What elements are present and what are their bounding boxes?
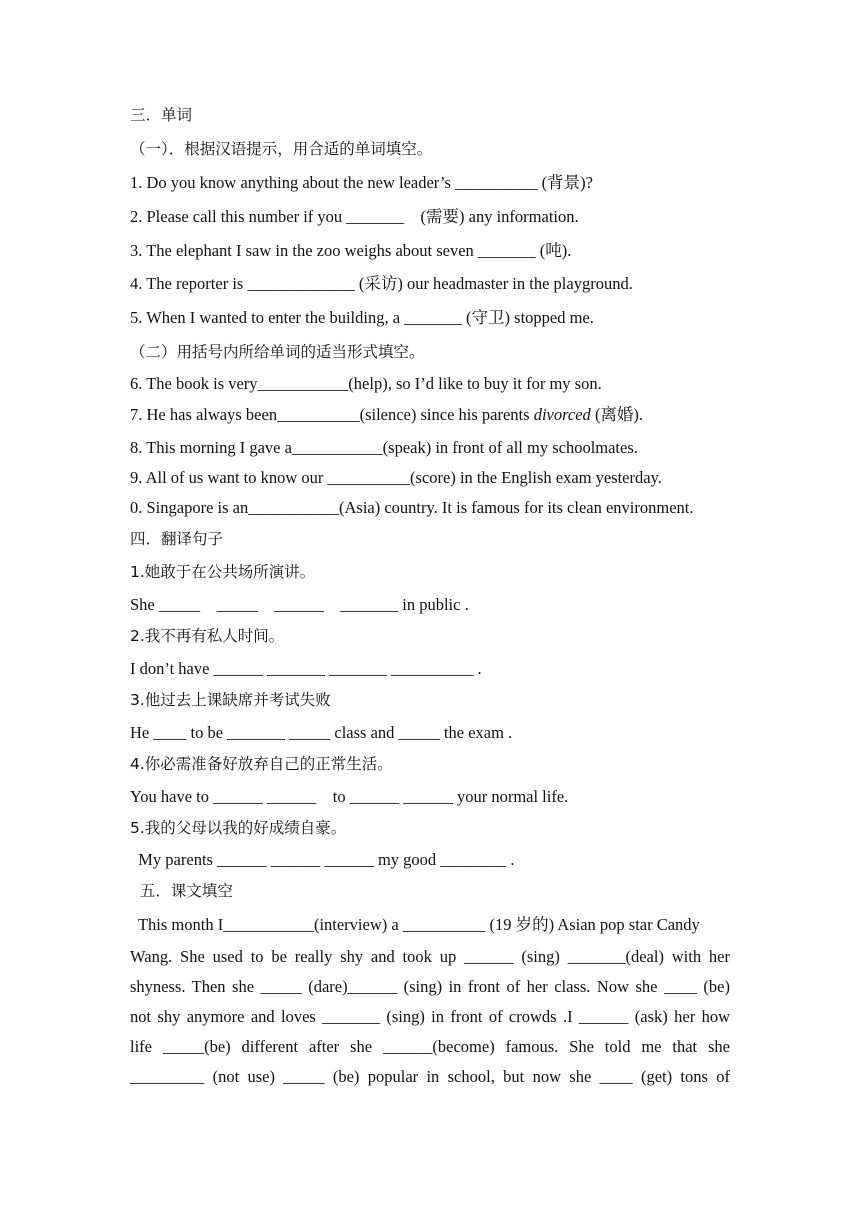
passage-line-1: This month I___________(interview) a __________ (19 岁的) Asian pop star Candy xyxy=(130,915,700,934)
exercise-item-1: 1. Do you know anything about the new leader’s __________ (背景)? xyxy=(130,173,593,192)
translation-1-chinese: 1.她敢于在公共场所演讲。 xyxy=(130,563,316,581)
exercise-item-10: 0. Singapore is an___________(Asia) country. It is famous for its clean environment. xyxy=(130,498,694,517)
passage-line-2: Wang. She used to be really shy and took up ______ (sing) _______(deal) with her xyxy=(130,947,730,966)
exercise-item-9: 9. All of us want to know our __________(score) in the English exam yesterday. xyxy=(130,468,662,487)
translation-5-english: My parents ______ ______ ______ my good ________ . xyxy=(130,850,515,869)
section-5-heading: 五．课文填空 xyxy=(130,882,233,900)
passage-line-5: life _____(be) different after she ______(become) famous. She told me that she xyxy=(130,1037,730,1056)
translation-2-chinese: 2.我不再有私人时间。 xyxy=(130,627,285,645)
passage-line-4: not shy anymore and loves _______ (sing) in front of crowds .I ______ (ask) her how xyxy=(130,1007,730,1026)
exercise-item-2: 2. Please call this number if you _______ (需要) any information. xyxy=(130,207,579,226)
translation-5-chinese: 5.我的父母以我的好成绩自豪。 xyxy=(130,819,347,837)
exercise-item-7 xyxy=(130,404,643,426)
passage-line-6: _________ (not use) _____ (be) popular in school, but now she ____ (get) tons of xyxy=(130,1067,730,1086)
translation-4-chinese: 4.你必需准备好放弃自己的正常生活。 xyxy=(130,755,393,773)
translation-3-chinese: 3.他过去上课缺席并考试失败 xyxy=(130,691,331,709)
translation-4-english: You have to ______ ______ to ______ ______ your normal life. xyxy=(130,787,569,806)
part-1-instruction: （一）．根据汉语提示，用合适的单词填空。 xyxy=(130,140,433,158)
exercise-item-8: 8. This morning I gave a___________(speak) in front of all my schoolmates. xyxy=(130,438,638,457)
item-7-italic-word: divorced xyxy=(533,405,591,424)
exercise-item-3: 3. The elephant I saw in the zoo weighs about seven _______ (吨). xyxy=(130,241,572,260)
translation-1-english: She _____ _____ ______ _______ in public . xyxy=(130,595,469,614)
section-4-heading: 四．翻译句子 xyxy=(130,530,224,548)
translation-2-english: I don’t have ______ _______ _______ __________ . xyxy=(130,659,482,678)
exercise-item-4: 4. The reporter is _____________ (采访) our headmaster in the playground. xyxy=(130,274,633,293)
passage-line-3: shyness. Then she _____ (dare)______ (sing) in front of her class. Now she ____ (be) xyxy=(130,977,730,996)
translation-3-english: He ____ to be _______ _____ class and _____ the exam . xyxy=(130,723,513,742)
item-7-hint: (离婚). xyxy=(590,405,644,424)
part-2-instruction: （二）用括号内所给单词的适当形式填空。 xyxy=(130,343,425,361)
section-3-heading: 三．单词 xyxy=(130,106,193,124)
exercise-item-5: 5. When I wanted to enter the building, a _______ (守卫) stopped me. xyxy=(130,308,594,327)
exercise-item-6: 6. The book is very___________(help), so I’d like to buy it for my son. xyxy=(130,374,602,393)
item-7-text: 7. He has always been__________(silence) since his parents xyxy=(130,405,534,424)
